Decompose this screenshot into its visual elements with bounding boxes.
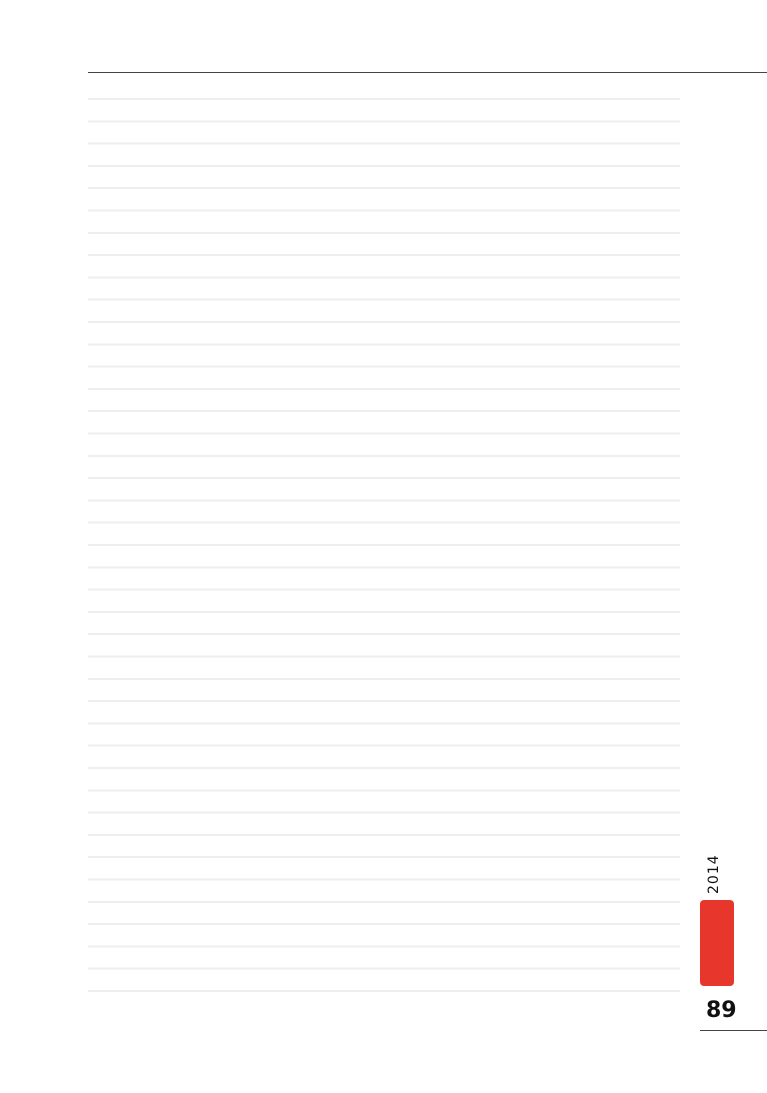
unread-text-region xyxy=(88,86,680,1004)
page-number: 89 xyxy=(706,998,737,1023)
article-body xyxy=(88,86,680,1016)
header-divider xyxy=(88,72,767,73)
issue-date-text: 2014 xyxy=(706,854,722,894)
magazine-masthead-logo xyxy=(700,900,734,986)
footer-divider xyxy=(700,1030,767,1031)
